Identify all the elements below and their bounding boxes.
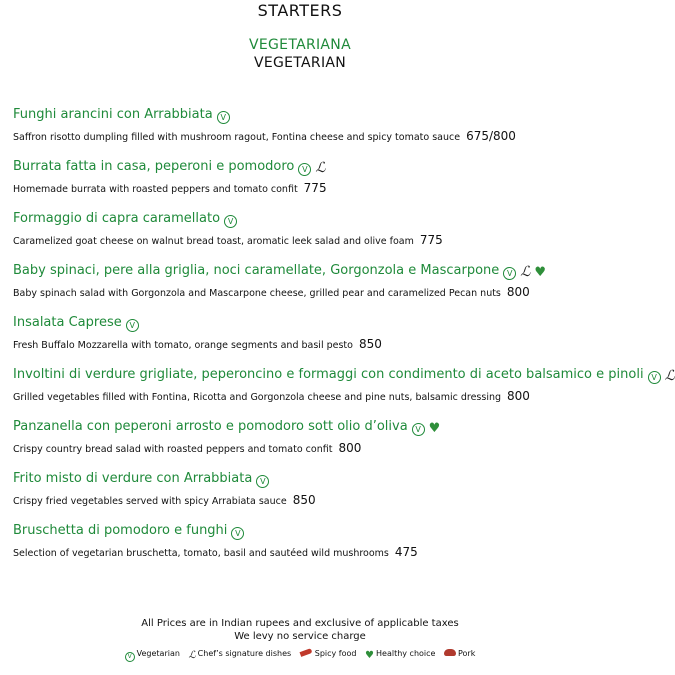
dish-name-text: Formaggio di capra caramellato <box>13 211 221 226</box>
dish-description <box>13 234 593 248</box>
dish-description-text: Grilled vegetables filled with Fontina, Ricotta and Gorgonzola cheese and pine nuts, balsamic dressing <box>13 392 502 403</box>
dish-name <box>13 315 593 332</box>
service-charge-note: We levy no service charge <box>234 631 366 642</box>
vegetarian-icon: V <box>126 319 139 332</box>
heart-icon: ♥ <box>428 421 441 436</box>
dish-name <box>13 419 593 436</box>
dish-description-text: Homemade burrata with roasted peppers and tomato confit <box>13 184 298 195</box>
heart-icon: ♥ <box>534 265 547 280</box>
dish-name <box>13 263 593 280</box>
dish-price: 775 <box>419 233 443 247</box>
section-title-italian: VEGETARIANA <box>249 37 351 53</box>
section-title-english: VEGETARIAN <box>253 55 347 71</box>
menu-item <box>13 523 593 560</box>
dish-name-text: Insalata Caprese <box>13 315 122 330</box>
vegetarian-icon: V <box>224 215 237 228</box>
dish-price: 775 <box>303 181 327 195</box>
dish-name <box>13 107 593 124</box>
dish-description <box>13 494 593 508</box>
heart-icon: ♥ <box>365 650 374 661</box>
menu-item <box>13 471 593 508</box>
legend-healthy: ♥ Healthy choice <box>365 649 436 661</box>
dish-description <box>13 182 593 196</box>
dish-name <box>13 523 593 540</box>
dish-name-text: Burrata fatta in casa, peperoni e pomodoro <box>13 159 295 174</box>
dish-name-text: Frito misto di verdure con Arrabbiata <box>13 471 253 486</box>
dish-description <box>13 130 593 144</box>
chef-signature-icon: ℒ <box>315 160 326 176</box>
dish-description-text: Fresh Buffalo Mozzarella with tomato, orange segments and basil pesto <box>13 340 353 351</box>
dish-name <box>13 367 675 384</box>
dish-price: 800 <box>506 285 530 299</box>
dish-price: 800 <box>338 441 362 455</box>
vegetarian-icon: V <box>231 527 244 540</box>
dish-name-text: Panzanella con peperoni arrosto e pomodoro sott olio d’oliva <box>13 419 408 434</box>
page-title: STARTERS <box>257 1 343 20</box>
dish-price: 850 <box>358 337 382 351</box>
tax-note: All Prices are in Indian rupees and exclusive of applicable taxes <box>141 618 459 629</box>
dish-name <box>13 471 593 488</box>
dish-price: 800 <box>507 389 530 403</box>
vegetarian-icon: V <box>256 475 269 488</box>
menu-item <box>13 419 593 456</box>
dish-price: 675/800 <box>466 129 516 143</box>
menu-item <box>13 159 593 196</box>
menu-item <box>13 367 675 404</box>
dish-description-text: Caramelized goat cheese on walnut bread toast, aromatic leek salad and olive foam <box>13 236 414 247</box>
dish-name <box>13 211 593 228</box>
dish-price: 850 <box>292 493 316 507</box>
dish-name-text: Bruschetta di pomodoro e funghi <box>13 523 228 538</box>
vegetarian-icon: V <box>217 111 230 124</box>
dish-description-text: Crispy fried vegetables served with spicy Arrabiata sauce <box>13 496 287 507</box>
menu-item <box>13 263 593 300</box>
vegetarian-icon: V <box>412 423 425 436</box>
dish-description <box>13 338 593 352</box>
dish-description-text: Saffron risotto dumpling filled with mushroom ragout, Fontina cheese and spicy tomato sauce <box>13 132 461 143</box>
dish-description <box>13 442 593 456</box>
vegetarian-icon: V <box>648 371 661 384</box>
legend-chef: ℒ Chef’s signature dishes <box>188 649 292 661</box>
vegetarian-icon: V <box>503 267 516 280</box>
menu-item <box>13 107 593 144</box>
pork-icon <box>444 649 456 656</box>
legend-spicy: Spicy food <box>300 649 357 658</box>
legend-vegetarian: V Vegetarian <box>125 649 180 658</box>
dish-name-text: Funghi arancini con Arrabbiata <box>13 107 213 122</box>
chef-signature-icon: ℒ <box>520 264 531 280</box>
chef-signature-icon: ℒ <box>664 368 675 384</box>
menu-item <box>13 211 593 248</box>
vegetarian-icon: V <box>298 163 311 176</box>
chef-signature-icon: ℒ <box>188 650 196 661</box>
dish-name-text: Baby spinaci, pere alla griglia, noci caramellate, Gorgonzola e Mascarpone <box>13 263 500 278</box>
dish-price: 475 <box>394 545 418 559</box>
chili-icon <box>299 648 312 657</box>
dish-description <box>13 546 593 560</box>
legend-pork: Pork <box>444 649 475 658</box>
dish-name-text: Involtini di verdure grigliate, peperoncino e formaggi con condimento di aceto balsamico e pinoli <box>13 367 644 382</box>
icon-legend <box>0 649 600 662</box>
dish-description <box>13 390 593 404</box>
dish-description-text: Selection of vegetarian bruschetta, tomato, basil and sautéed wild mushrooms <box>13 548 389 559</box>
dish-name <box>13 159 593 176</box>
menu-item <box>13 315 593 352</box>
vegetarian-icon: V <box>125 652 135 662</box>
dish-description <box>13 286 593 300</box>
dish-description-text: Crispy country bread salad with roasted peppers and tomato confit <box>13 444 333 455</box>
dish-description-text: Baby spinach salad with Gorgonzola and Mascarpone cheese, grilled pear and caramelized Pecan nuts <box>13 288 501 299</box>
